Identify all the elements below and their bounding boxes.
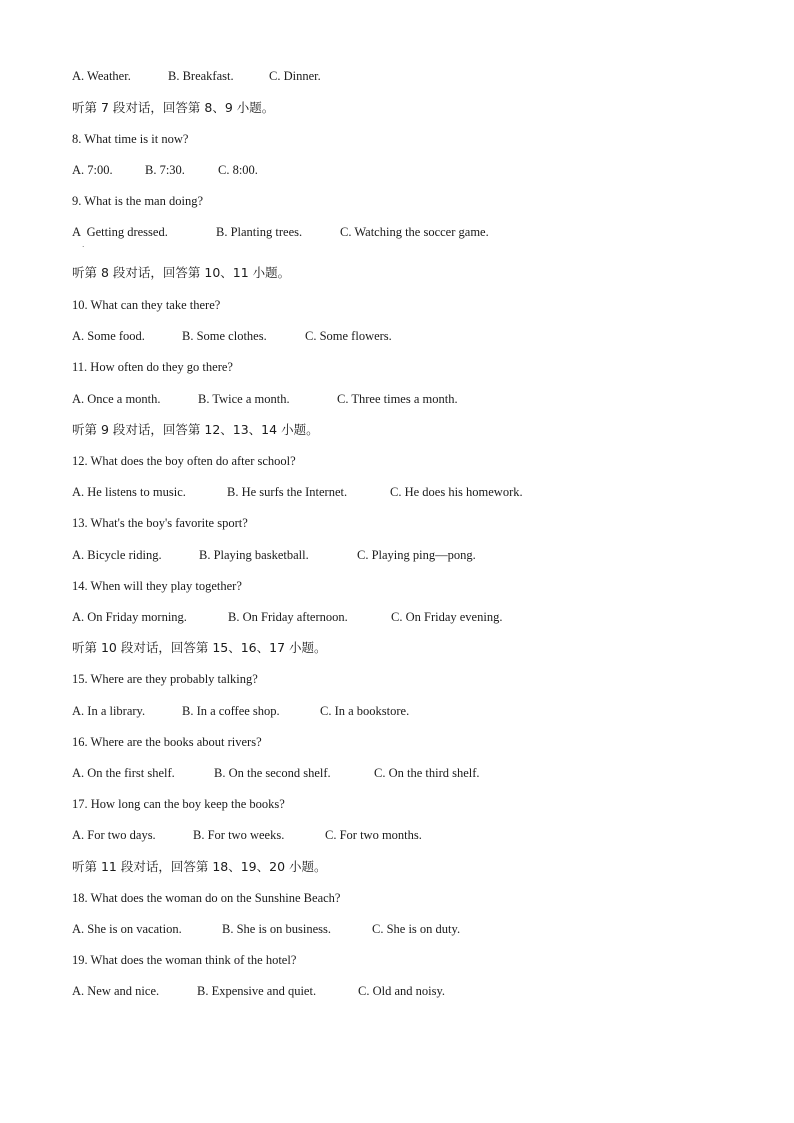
options-line xyxy=(72,983,445,999)
option: A. Once a month. xyxy=(72,392,161,406)
options-line xyxy=(72,391,458,407)
option: C. For two months. xyxy=(325,828,422,842)
option: A. New and nice. xyxy=(72,984,160,998)
option: B. In a coffee shop. xyxy=(182,704,280,718)
question: 8. What time is it now? xyxy=(72,132,189,146)
question: 17. How long can the boy keep the books? xyxy=(72,797,285,811)
option: B. Some clothes. xyxy=(182,329,267,343)
option: B. Playing basketball. xyxy=(199,548,309,562)
option: C. He does his homework. xyxy=(390,485,523,499)
option: A. For two days. xyxy=(72,828,156,842)
options-line xyxy=(72,827,422,843)
option: B. Twice a month. xyxy=(198,392,290,406)
section-heading: 听第 9 段对话，回答第 12、13、14 小题。 xyxy=(72,422,319,437)
option: C. Dinner. xyxy=(269,69,321,83)
question: 9. What is the man doing? xyxy=(72,194,203,208)
question: 15. Where are they probably talking? xyxy=(72,672,258,686)
question: 16. Where are the books about rivers? xyxy=(72,735,262,749)
stray-dot-mark: · xyxy=(82,243,85,251)
option: A. In a library. xyxy=(72,704,146,718)
option: C. On the third shelf. xyxy=(374,766,480,780)
question: 18. What does the woman do on the Sunshine Beach? xyxy=(72,891,341,905)
option: A. Weather. xyxy=(72,69,131,83)
options-line xyxy=(72,328,392,344)
option: B. Breakfast. xyxy=(168,69,234,83)
option: B. On the second shelf. xyxy=(214,766,331,780)
section-heading: 听第 8 段对话，回答第 10、11 小题。 xyxy=(72,265,291,280)
options-line xyxy=(72,484,523,500)
option: B. Planting trees. xyxy=(216,225,303,239)
option: C. Old and noisy. xyxy=(358,984,446,998)
option: C. Three times a month. xyxy=(337,392,458,406)
question: 14. When will they play together? xyxy=(72,579,242,593)
options-line xyxy=(72,921,460,937)
option: C. On Friday evening. xyxy=(391,610,503,624)
option: A. He listens to music. xyxy=(72,485,186,499)
section-heading: 听第 11 段对话，回答第 18、19、20 小题。 xyxy=(72,859,327,874)
option: B. 7:30. xyxy=(145,163,185,177)
question: 10. What can they take there? xyxy=(72,298,221,312)
option: C. She is on duty. xyxy=(372,922,461,936)
question: 11. How often do they go there? xyxy=(72,360,233,374)
options-line xyxy=(72,703,409,719)
options-line xyxy=(72,765,480,781)
option: C. Some flowers. xyxy=(305,329,392,343)
option: B. He surfs the Internet. xyxy=(227,485,348,499)
question: 13. What's the boy's favorite sport? xyxy=(72,516,248,530)
options-line xyxy=(72,68,321,84)
section-heading: 听第 10 段对话，回答第 15、16、17 小题。 xyxy=(72,640,327,655)
option: B. She is on business. xyxy=(222,922,332,936)
option: C. 8:00. xyxy=(218,163,258,177)
option: C. Watching the soccer game. xyxy=(340,225,489,239)
options-line xyxy=(72,162,258,178)
option: A. On the first shelf. xyxy=(72,766,175,780)
option: A. Bicycle riding. xyxy=(72,548,162,562)
question: 19. What does the woman think of the hotel? xyxy=(72,953,297,967)
section-heading: 听第 7 段对话，回答第 8、9 小题。 xyxy=(72,100,275,115)
option: A. She is on vacation. xyxy=(72,922,182,936)
option: C. In a bookstore. xyxy=(320,704,410,718)
option: A. Some food. xyxy=(72,329,145,343)
options-line xyxy=(72,609,502,625)
option: A. On Friday morning. xyxy=(72,610,187,624)
option: A Getting dressed. xyxy=(72,225,168,239)
option: B. For two weeks. xyxy=(193,828,285,842)
option: C. Playing ping—pong. xyxy=(357,548,476,562)
option: B. Expensive and quiet. xyxy=(197,984,317,998)
question: 12. What does the boy often do after school? xyxy=(72,454,296,468)
option: B. On Friday afternoon. xyxy=(228,610,348,624)
option: A. 7:00. xyxy=(72,163,113,177)
options-line xyxy=(72,224,489,240)
options-line xyxy=(72,547,476,563)
